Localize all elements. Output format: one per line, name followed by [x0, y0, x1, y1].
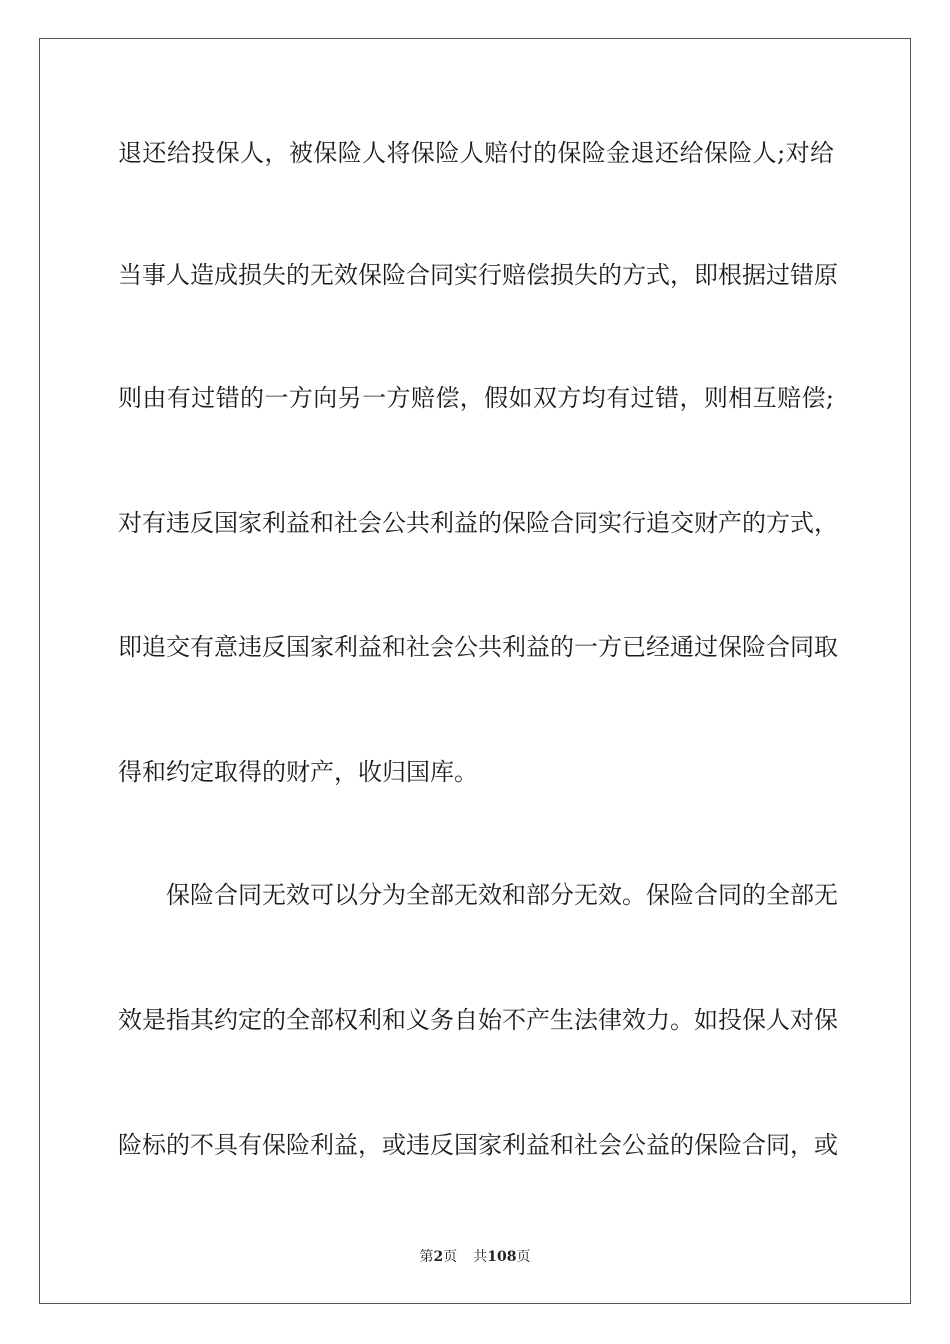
- page-suffix: 页: [443, 1249, 458, 1265]
- page-number: 2: [433, 1249, 444, 1265]
- total-pages: 108: [487, 1249, 517, 1265]
- paragraph-line-8: 效是指其约定的全部权利和义务自始不产生法律效力。如投保人对保: [118, 1006, 838, 1034]
- paragraph-line-7: 保险合同无效可以分为全部无效和部分无效。保险合同的全部无: [166, 881, 838, 909]
- page-footer: [0, 1248, 950, 1266]
- paragraph-line-3: 则由有过错的一方向另一方赔偿，假如双方均有过错，则相互赔偿;: [118, 384, 834, 412]
- paragraph-line-1: 退还给投保人，被保险人将保险人赔付的保险金退还给保险人;对给: [118, 139, 834, 167]
- paragraph-line-9: 险标的不具有保险利益，或违反国家利益和社会公益的保险合同，或: [118, 1131, 838, 1159]
- total-prefix: 共: [473, 1249, 488, 1265]
- page-border: [39, 38, 911, 1304]
- paragraph-line-6: 得和约定取得的财产，收归国库。: [118, 758, 478, 786]
- page-prefix: 第: [419, 1249, 434, 1265]
- paragraph-line-2: 当事人造成损失的无效保险合同实行赔偿损失的方式，即根据过错原: [118, 261, 838, 289]
- paragraph-line-5: 即追交有意违反国家利益和社会公共利益的一方已经通过保险合同取: [118, 633, 838, 661]
- paragraph-line-4: 对有违反国家利益和社会公共利益的保险合同实行追交财产的方式，: [118, 509, 838, 537]
- total-suffix: 页: [516, 1249, 531, 1265]
